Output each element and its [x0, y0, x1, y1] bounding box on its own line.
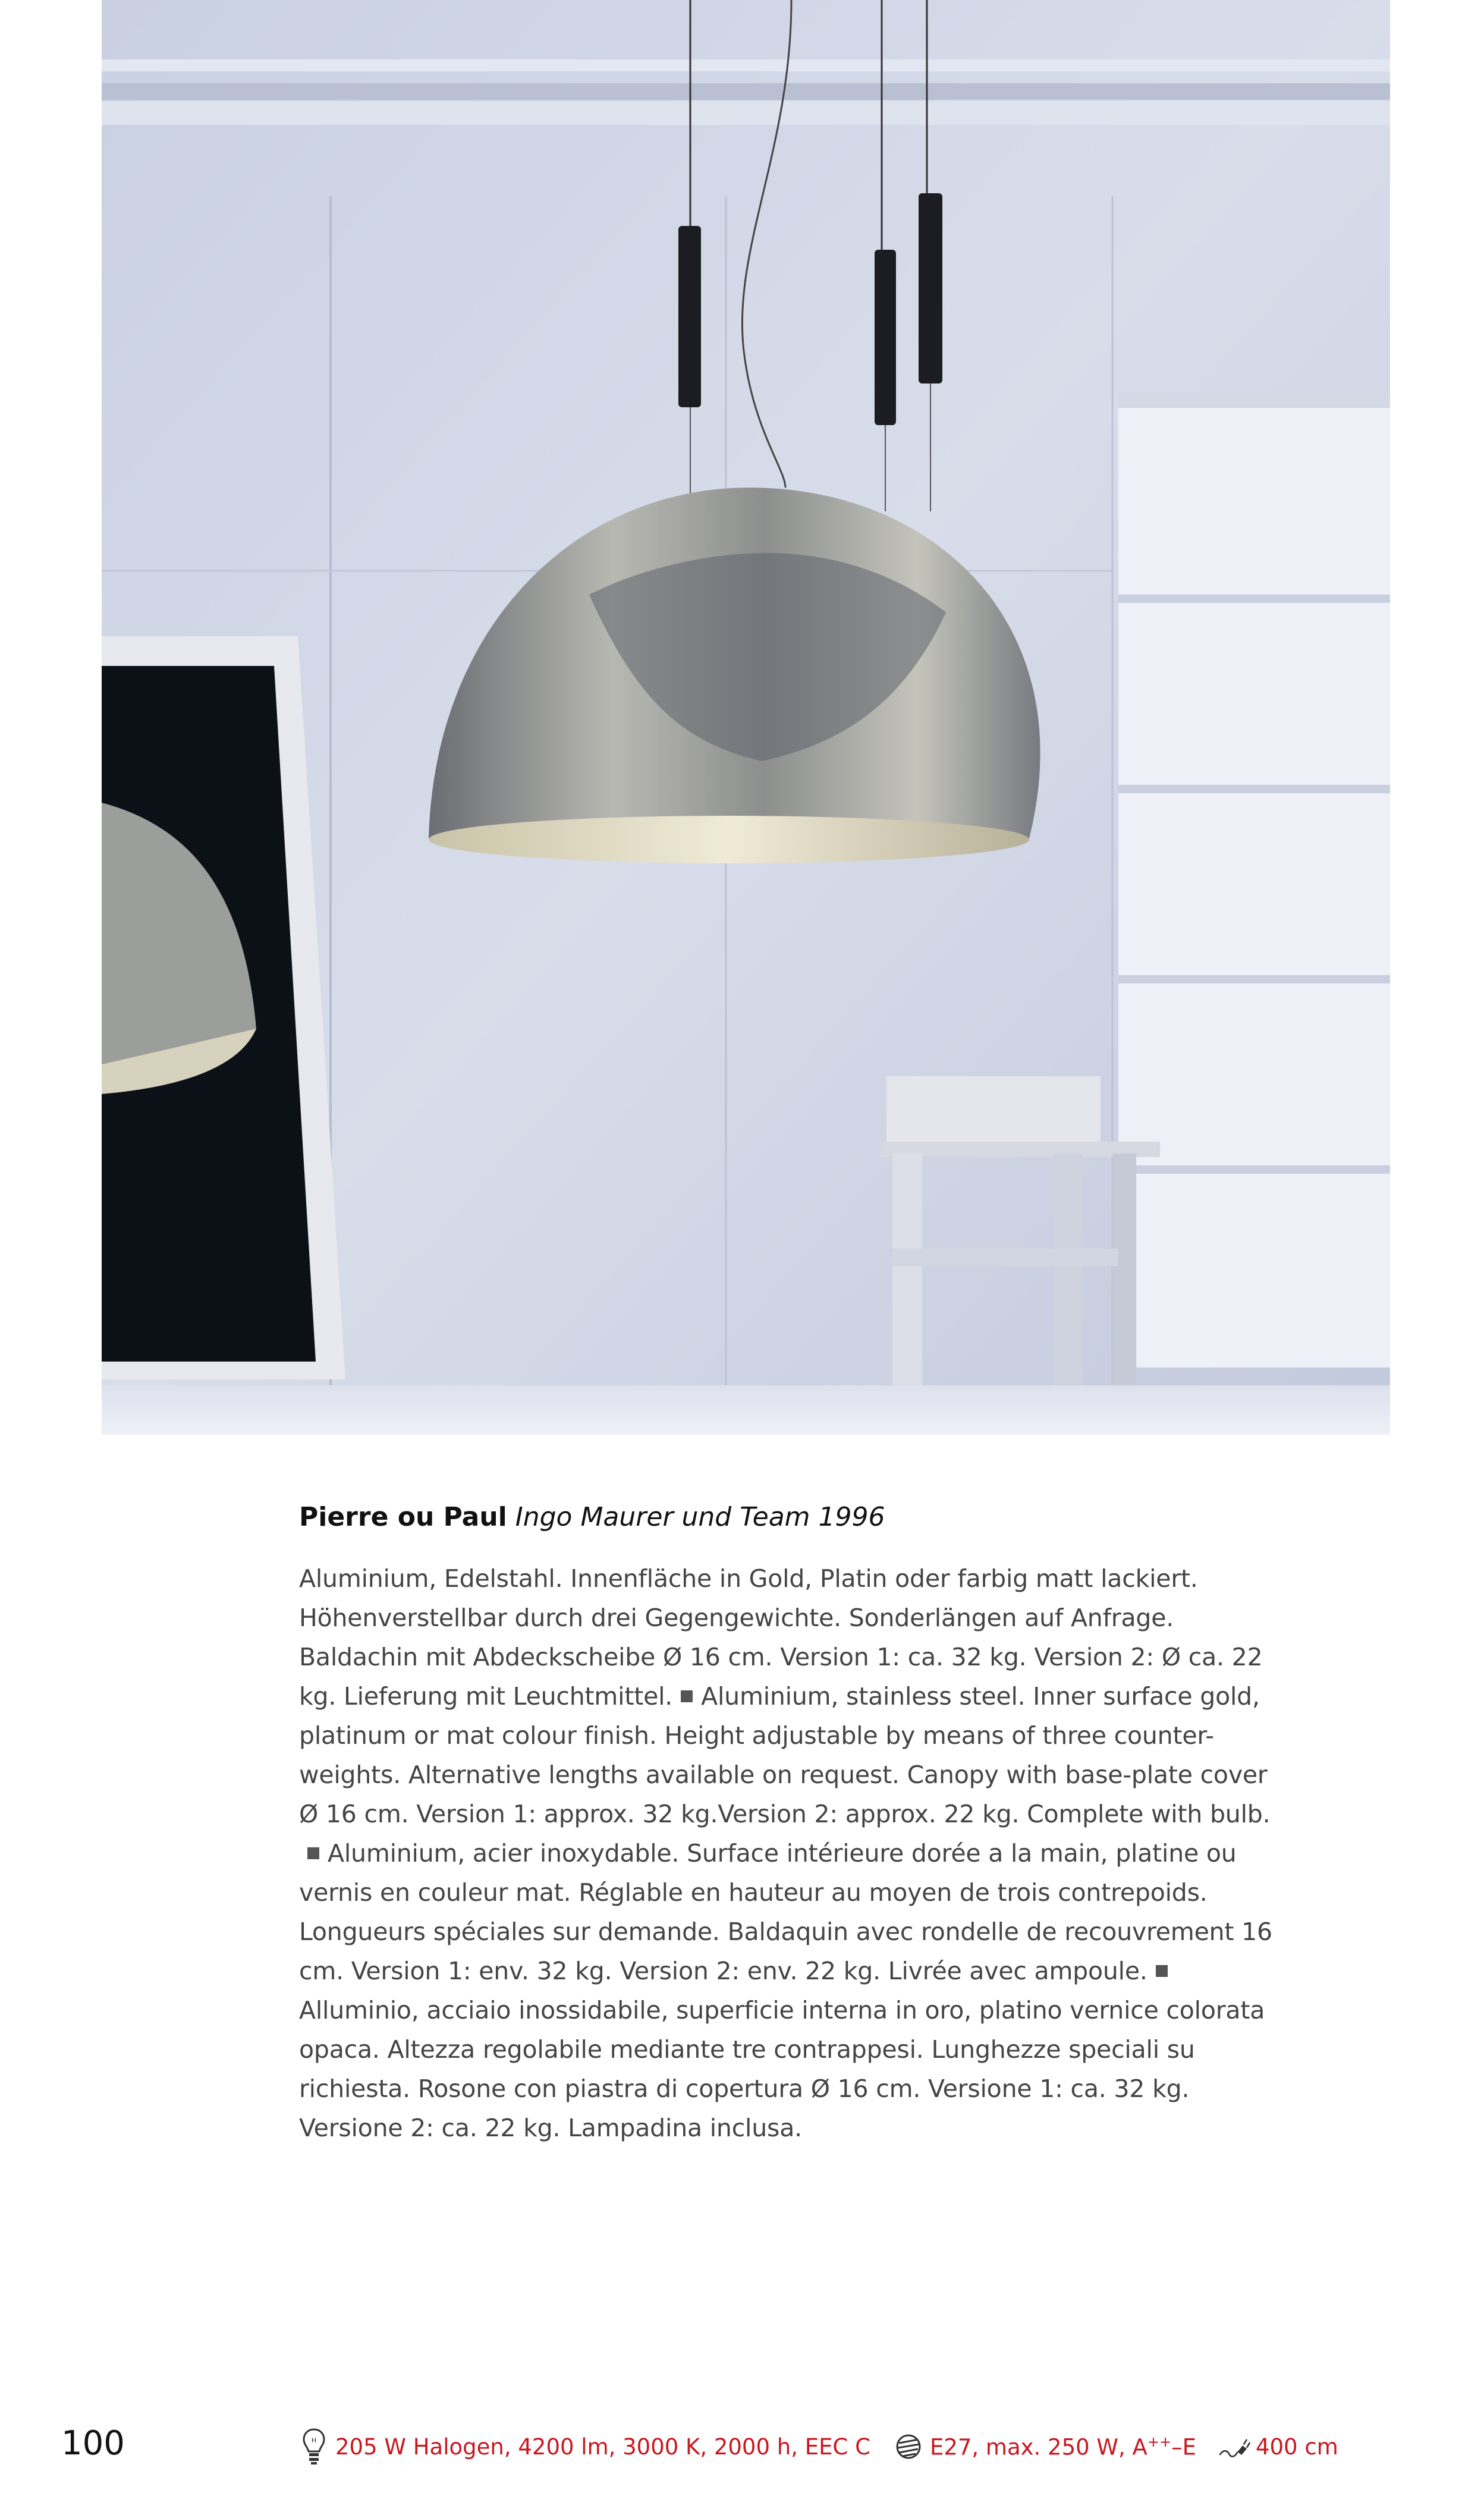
description-en: Aluminium, stainless steel. Inner surface gold, platinum or mat colour finish. Height adjustable by means of three counter-weights. Alternative lengths available on request. Canopy with base-plate cover Ø 16 cm. Version 1: approx. 32 kg.Version 2: approx. 22 kg. Complete with bulb. [299, 1682, 1271, 1828]
product-heading [299, 1500, 1274, 1535]
socket-spec-suffix: –E [1171, 2434, 1196, 2460]
separator-square-icon [1156, 1965, 1168, 1977]
description-de: Aluminium, Edelstahl. Innenfläche in Gold, Platin oder farbig matt lackiert. Höhenverstellbar durch drei Gegengewichte. Sonderlängen auf Anfrage. Baldachin mit Abdeckscheibe Ø 16 cm. Version 1: ca. 32 kg. Version 2: Ø ca. 22 kg. Lieferung mit Leuchtmittel. [299, 1564, 1263, 1711]
product-credit: Ingo Maurer und Team 1996 [515, 1502, 885, 1532]
cable-icon [1218, 2427, 1251, 2466]
product-description-block [299, 1500, 1274, 2148]
separator-square-icon [681, 1690, 693, 1702]
description-text [299, 1559, 1274, 2148]
description-fr: Aluminium, acier inoxydable. Surface intérieure dorée a la main, platine ou vernis en couleur mat. Réglable en hauteur au moyen de trois contrepoids. Longueurs spéciales sur demande. Baldaquin avec rondelle de recouvrement 16 cm. Version 1: env. 32 kg. Version 2: env. 22 kg. Livrée avec ampoule. [299, 1839, 1272, 1985]
socket-spec [930, 2434, 1196, 2460]
socket-spec-text: E27, max. 250 W, A [929, 2434, 1147, 2460]
description-it: Alluminio, acciaio inossidabile, superficie interna in oro, platino vernice colorata opaca. Altezza regolabile mediante tre contrappesi. Lunghezze speciali su richiesta. Rosone con piastra di copertura Ø 16 cm. Versione 1: ca. 32 kg. Versione 2: ca. 22 kg. Lampadina inclusa. [299, 1996, 1265, 2142]
product-photo [102, 0, 1390, 1435]
technical-specs [297, 2426, 1338, 2467]
product-name: Pierre ou Paul [299, 1502, 507, 1532]
svg-text:H: H [311, 2437, 317, 2444]
bulb-spec: 205 W Halogen, 4200 lm, 3000 K, 2000 h, EEC C [335, 2434, 870, 2460]
bulb-icon [297, 2427, 331, 2466]
separator-square-icon [307, 1847, 319, 1859]
socket-icon [892, 2427, 925, 2466]
socket-spec-sup: ++ [1147, 2433, 1172, 2450]
page-number: 100 [61, 2424, 125, 2463]
cable-spec: 400 cm [1255, 2434, 1338, 2460]
room-scene [102, 0, 1390, 1435]
